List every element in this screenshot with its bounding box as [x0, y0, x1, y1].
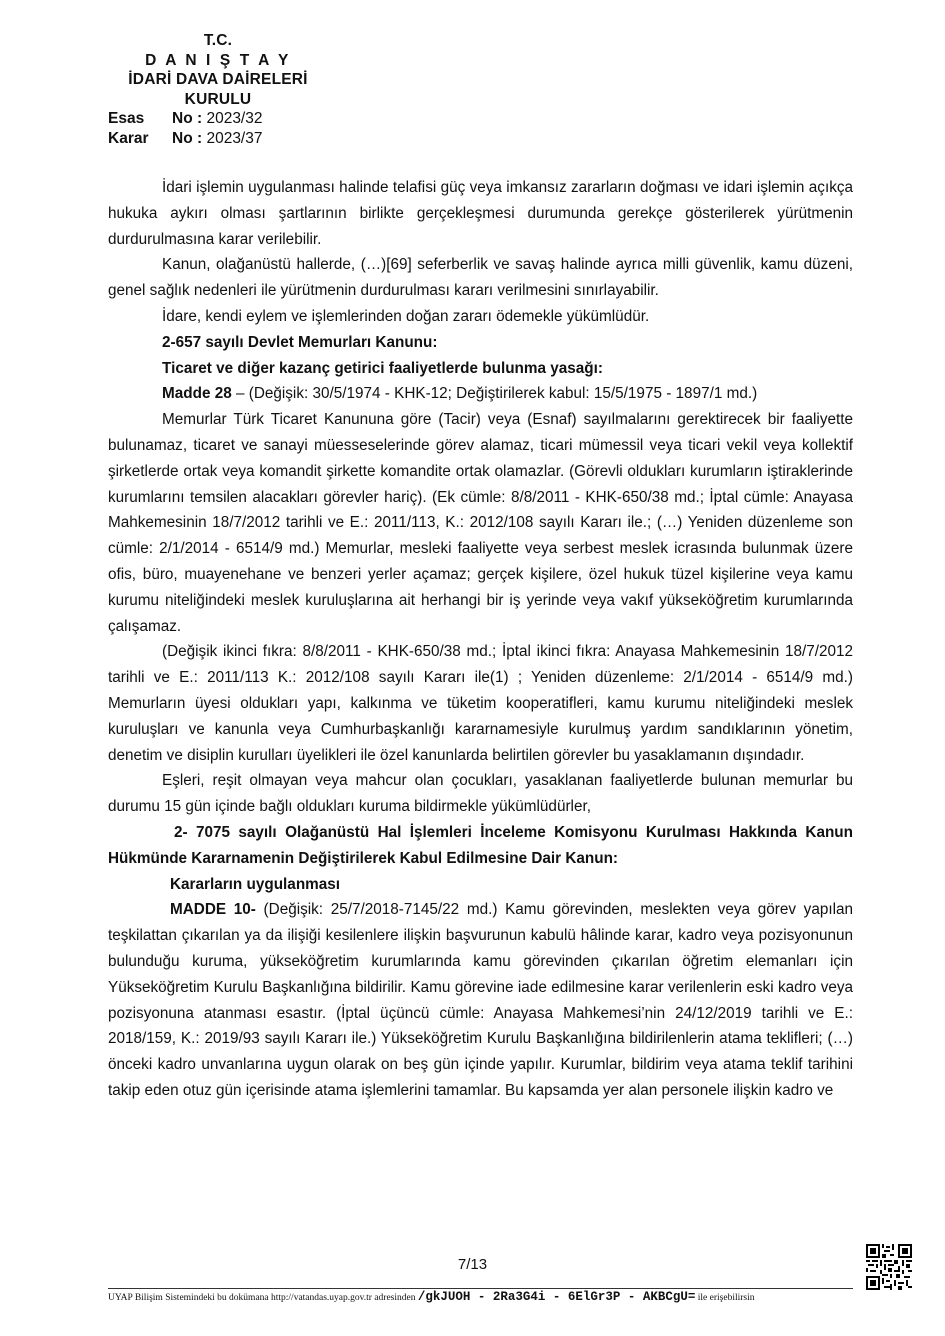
esas-row	[108, 109, 328, 129]
paragraph-3: İdare, kendi eylem ve işlemlerinden doğan zararı ödemekle yükümlüdür.	[162, 307, 650, 325]
heading-7075: 2- 7075 sayılı Olağanüstü Hal İşlemleri İnceleme Komisyonu Kurulması Hakkında Kanun Hükmünde Kararnamenin Değiştirilerek Kabul Edilmesine Dair Kanun:	[108, 823, 853, 867]
paragraph-6: Eşleri, reşit olmayan veya mahcur olan çocukları, yasaklanan faaliyetlerde bulunan memurlar bu durumu 15 gün içinde bağlı oldukları kuruma bildirmekle yükümlüdürler,	[108, 772, 853, 816]
madde-28	[108, 381, 853, 407]
karar-row	[108, 129, 328, 149]
qr-code-icon	[866, 1244, 912, 1290]
verification-code: /gkJUOH - 2Ra3G4i - 6ElGr3P - AKBCgU=	[417, 1290, 696, 1304]
heading-kararlar: Kararların uygulanması	[170, 875, 341, 893]
board-name-line1: İDARİ DAVA DAİRELERİ	[128, 71, 308, 88]
madde-10	[108, 897, 853, 1103]
karar-label: Karar	[108, 129, 149, 147]
paragraph-4: Memurlar Türk Ticaret Kanununa göre (Tacir) veya (Esnaf) sayılmalarını gerektirecek bir faaliyette bulunamaz, ticaret ve sanayi müesseselerinde görev alamaz, ticari mümessil veya ticari vekil veya kollektif şirketlerde ortak veya komandit şirkette komandite ortak olamazlar. (Görevli oldukları kurumların iştiraklerinde kurumlarını temsilen alacakları görevler hariç). (Ek cümle: 8/8/2011 - KHK-650/38 md.; İptal cümle: Anayasa Mahkemesinin 18/7/2012 tarihli ve E.: 2011/113, K.: 2012/108 sayılı Kararı ile.; (…) Yeniden düzenleme son cümle: 2/1/2014 - 6514/9 md.) Memurlar, mesleki faaliyette veya serbest meslek icrasında bulunmak üzere ofis, büro, muayenehane ve benzeri yerler açamaz; gerçek kişilere, özel hukuk tüzel kişilerine veya kamu kurumu niteliğindeki meslek kuruluşlarına ait herhangi bir iş yerinde veya vakıf yükseköğretim kurumlarında çalışamaz.	[108, 411, 853, 635]
court-name: D A N I Ş T A Y	[145, 51, 291, 69]
footer-suffix: ile erişebilirsin	[697, 1293, 755, 1303]
footer-divider	[108, 1288, 853, 1289]
karar-no-label: No :	[172, 129, 203, 147]
paragraph-5: (Değişik ikinci fıkra: 8/8/2011 - KHK-650/38 md.; İptal ikinci fıkra: Anayasa Mahkemesinin 18/7/2012 tarihli ve E.: 2011/113 K.: 2012/108 sayılı Kararı ile(1) ; Yeniden düzenleme: 2/1/2014 - 6514/9 md.) Memurların üyesi oldukları yapı, kalkınma ve tüketim kooperatifleri, kamu kurumu niteliğindeki meslek kuruluşları ve kanunla veya Cumhurbaşkanlığı kararnamesiyle kurulmuş yardım sandıklarının yönetim, denetim ve disiplin kurulları üyelikleri ile özel kanunlarda belirtilen görevler bu yasaklamanın dışındadır.	[108, 643, 853, 764]
esas-no-label: No :	[172, 110, 203, 127]
heading-657: 2-657 sayılı Devlet Memurları Kanunu:	[162, 333, 438, 351]
heading-ticaret: Ticaret ve diğer kazanç getirici faaliyetlerde bulunma yasağı:	[162, 359, 603, 377]
footer-prefix: UYAP Bilişim Sistemindeki bu dokümana http://vatandas.uyap.gov.tr adresinden	[108, 1293, 416, 1303]
madde-28-label: Madde 28	[162, 385, 232, 403]
document-body	[108, 175, 853, 1104]
madde-28-text: – (Değişik: 30/5/1974 - KHK-12; Değiştirilerek kabul: 15/5/1975 - 1897/1 md.)	[231, 385, 758, 403]
paragraph-1: İdari işlemin uygulanması halinde telafisi güç veya imkansız zararların doğması ve idari işlemin açıkça hukuka aykırı olması şartlarının birlikte gerçekleşmesi durumunda gerekçe gösterilerek yürütmenin durdurulmasına karar verilebilir.	[108, 179, 853, 248]
esas-label: Esas	[108, 110, 145, 127]
page-number: 7/13	[457, 1256, 488, 1273]
paragraph-2: Kanun, olağanüstü hallerde, (…)[69] seferberlik ve savaş halinde ayrıca milli güvenlik, kamu düzeni, genel sağlık nedenleri ile yürütmenin durdurulması kararı verilmesini sınırlayabilir.	[108, 256, 853, 300]
madde-10-label: MADDE 10-	[170, 901, 256, 919]
tc-heading: T.C.	[203, 32, 233, 49]
board-name-line2: KURULU	[184, 90, 252, 108]
document-header	[108, 31, 328, 148]
footer	[108, 1290, 888, 1305]
karar-value: 2023/37	[206, 129, 263, 147]
esas-value: 2023/32	[206, 110, 263, 127]
madde-10-text: (Değişik: 25/7/2018-7145/22 md.) Kamu görevinden, meslekten veya görev yapılan teşkilattan çıkarılan ya da ilişiği kesilenlere ilişkin başvurunun kabulü hâlinde karar, kadro veya pozisyonunun bulunduğu kuruma, yükseköğretim kurumlarında kamu görevinden çıkarılan öğretim elemanları için Yükseköğretim Kurulu Başkanlığına bildirilir. Kamu görevine iade edilmesine karar verilenlerin eski kadro veya pozisyonuna atanması esastır. (İptal üçüncü cümle: Anayasa Mahkemesi’nin 24/12/2019 tarihli ve E.: 2018/159, K.: 2019/93 sayılı Kararı ile.) Yükseköğretim Kurulu Başkanlığına bildirilenlerin atama teklifleri; (…) önceki kadro unvanlarına uygun olarak on beş gün içinde yapılır. Kurumlar, bildirim veya atama teklif tarihini takip eden otuz gün içerisinde atama işlemlerini tamamlar. Bu kapsamda yer alan personele ilişkin kadro ve	[108, 901, 853, 1099]
